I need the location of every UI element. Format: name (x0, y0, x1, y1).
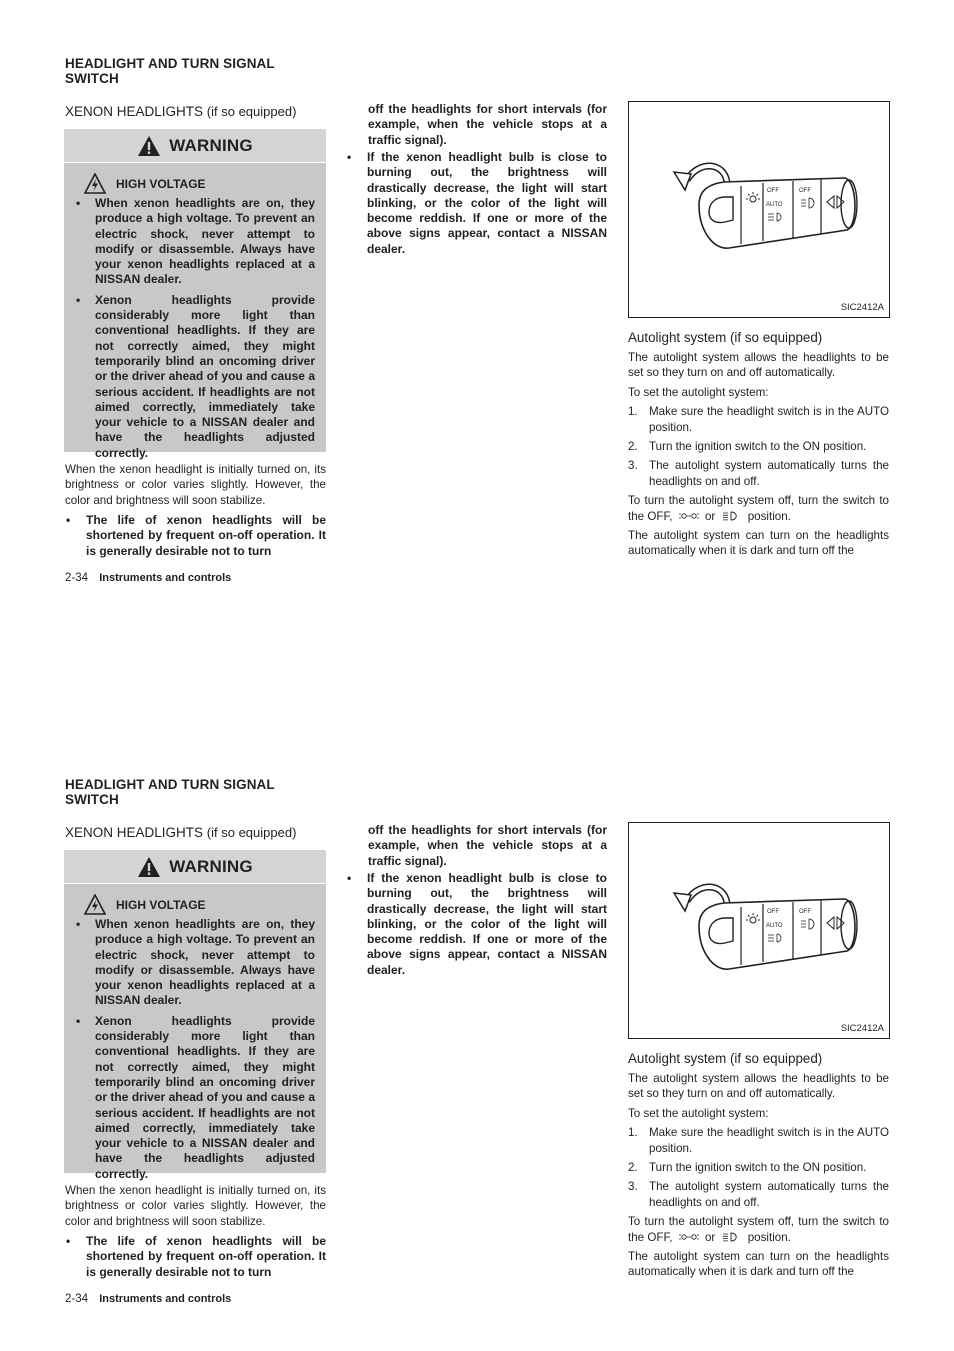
bullet-list (346, 871, 607, 978)
high-voltage-icon (84, 173, 106, 195)
subheading-main: XENON HEADLIGHTS (65, 825, 204, 840)
list-item (628, 1160, 889, 1175)
page-footer (65, 572, 231, 584)
autolight-to-set: To set the autolight system: (628, 1106, 769, 1120)
step-text: The autolight system automatically turns the headlights on and off. (649, 459, 889, 488)
headlight-icon (721, 511, 741, 521)
hazard-row (84, 173, 206, 195)
autolight-text (628, 350, 889, 563)
step-list (628, 404, 889, 489)
warning-header (64, 129, 326, 163)
bullet-list (346, 150, 607, 257)
step-text: Make sure the headlight switch is in the AUTO position. (649, 1126, 889, 1155)
warning-box (64, 850, 326, 1181)
turn-off-text-a: To turn the autolight system off, turn the switch to the OFF, (628, 1215, 889, 1244)
headlight-switch-figure (628, 822, 890, 1039)
headlight-icon (721, 1232, 741, 1242)
subheading-suffix: (if so equipped) (206, 825, 297, 840)
footer-section: Instruments and controls (99, 1293, 232, 1305)
autolight-text (628, 1071, 889, 1284)
turn-off-text-b: position. (747, 509, 791, 523)
bullet-list (65, 513, 326, 559)
manual-page (0, 721, 954, 1351)
list-item: • The life of xenon headlights will be shortened by frequent on-off operation. It is generally desirable not to turn (65, 513, 326, 559)
autolight-turn-off (628, 493, 889, 524)
warning-list (73, 917, 315, 1187)
step-text: Turn the ignition switch to the ON position. (649, 440, 867, 454)
subheading-main: XENON HEADLIGHTS (65, 104, 204, 119)
list-item (628, 404, 889, 435)
fog-label-off: OFF (799, 909, 811, 915)
list-item (628, 458, 889, 489)
bullet-list (65, 1234, 326, 1280)
fog-label-off: OFF (799, 188, 811, 194)
list-item (628, 1125, 889, 1156)
step-text: The autolight system automatically turns the headlights on and off. (649, 1180, 889, 1209)
warning-box (64, 129, 326, 460)
continued-text: off the headlights for short intervals (for example, when the vehicle stops at a traffic signal). (368, 102, 607, 147)
hazard-label: HIGH VOLTAGE (116, 898, 206, 912)
turn-off-or: or (704, 509, 716, 523)
hazard-row (84, 894, 206, 916)
step-number: 3. (628, 459, 638, 473)
section-title: HEADLIGHT AND TURN SIGNAL SWITCH (65, 56, 275, 86)
list-item: • If the xenon headlight bulb is close to burning out, the brightness will drastically decrease, the light will start blinking, or the color of the light will become reddish. If one or more of the above signs appear, contact a NISSAN dealer. (346, 150, 607, 257)
hazard-label: HIGH VOLTAGE (116, 177, 206, 191)
turn-off-text-b: position. (747, 1230, 791, 1244)
list-item: • When xenon headlights are on, they produce a high voltage. To prevent an electric shock, never attempt to modify or disassemble. Always have your xenon headlights replaced at a NISSAN dealer. (73, 917, 315, 1009)
turn-off-or: or (704, 1230, 716, 1244)
page-footer (65, 1293, 231, 1305)
switch-label-auto: AUTO (766, 923, 783, 929)
subheading-suffix: (if so equipped) (206, 104, 297, 119)
warning-label: WARNING (169, 856, 253, 876)
figure-id: SIC2412A (840, 1023, 884, 1034)
headlight-switch-illustration (669, 150, 869, 250)
warning-triangle-icon (137, 856, 161, 878)
list-item: • When xenon headlights are on, they produce a high voltage. To prevent an electric shock, never attempt to modify or disassemble. Always have your xenon headlights replaced at a NISSAN dealer. (73, 196, 315, 288)
switch-label-off: OFF (767, 909, 779, 915)
continued-text: off the headlights for short intervals (for example, when the vehicle stops at a traffic signal). (368, 823, 607, 868)
turn-off-text-a: To turn the autolight system off, turn the switch to the OFF, (628, 494, 889, 523)
section-title: HEADLIGHT AND TURN SIGNAL SWITCH (65, 777, 275, 807)
page-number: 2-34 (65, 572, 89, 584)
intro-paragraph: When the xenon headlight is initially turned on, its brightness or color varies slightly. However, the color and brightness will soon stabilize. (65, 463, 326, 507)
page-number: 2-34 (65, 1293, 89, 1305)
autolight-title: Autolight system (if so equipped) (628, 1051, 823, 1066)
switch-label-auto: AUTO (766, 202, 783, 208)
parking-light-icon (679, 1232, 699, 1242)
list-item: • The life of xenon headlights will be shortened by frequent on-off operation. It is generally desirable not to turn (65, 1234, 326, 1280)
warning-header (64, 850, 326, 884)
subheading (65, 104, 296, 119)
autolight-last: The autolight system can turn on the headlights automatically when it is dark and turn off the (628, 529, 889, 558)
warning-triangle-icon (137, 135, 161, 157)
autolight-title: Autolight system (if so equipped) (628, 330, 823, 345)
footer-section: Instruments and controls (99, 572, 232, 584)
step-number: 1. (628, 1126, 638, 1140)
warning-list (73, 196, 315, 466)
intro-paragraph: When the xenon headlight is initially turned on, its brightness or color varies slightly. However, the color and brightness will soon stabilize. (65, 1184, 326, 1228)
manual-page (0, 0, 954, 660)
parking-light-icon (679, 511, 699, 521)
list-item: • Xenon headlights provide considerably more light than conventional headlights. If they are not correctly aimed, they might temporarily blind an oncoming driver or the driver ahead of you and cause a serious accident. If headlights are not aimed correctly, immediately take your vehicle to a NISSAN dealer and have the headlights adjusted correctly. (73, 293, 315, 461)
step-number: 2. (628, 1161, 638, 1175)
list-item (628, 439, 889, 454)
autolight-turn-off (628, 1214, 889, 1245)
step-list (628, 1125, 889, 1210)
step-number: 2. (628, 440, 638, 454)
step-text: Make sure the headlight switch is in the AUTO position. (649, 405, 889, 434)
figure-id: SIC2412A (840, 302, 884, 313)
list-item: • Xenon headlights provide considerably more light than conventional headlights. If they are not correctly aimed, they might temporarily blind an oncoming driver or the driver ahead of you and cause a serious accident. If headlights are not aimed correctly, immediately take your vehicle to a NISSAN dealer and have the headlights adjusted correctly. (73, 1014, 315, 1182)
step-text: Turn the ignition switch to the ON position. (649, 1161, 867, 1175)
switch-label-off: OFF (767, 188, 779, 194)
warning-label: WARNING (169, 135, 253, 155)
autolight-intro: The autolight system allows the headlights to be set so they turn on and off automatically. (628, 351, 889, 380)
subheading (65, 825, 296, 840)
step-number: 3. (628, 1180, 638, 1194)
autolight-to-set: To set the autolight system: (628, 385, 769, 399)
high-voltage-icon (84, 894, 106, 916)
list-item: • If the xenon headlight bulb is close to burning out, the brightness will drastically decrease, the light will start blinking, or the color of the light will become reddish. If one or more of the above signs appear, contact a NISSAN dealer. (346, 871, 607, 978)
step-number: 1. (628, 405, 638, 419)
headlight-switch-figure (628, 101, 890, 318)
headlight-switch-illustration (669, 871, 869, 971)
autolight-last: The autolight system can turn on the headlights automatically when it is dark and turn off the (628, 1250, 889, 1279)
autolight-intro: The autolight system allows the headlights to be set so they turn on and off automatically. (628, 1072, 889, 1101)
list-item (628, 1179, 889, 1210)
